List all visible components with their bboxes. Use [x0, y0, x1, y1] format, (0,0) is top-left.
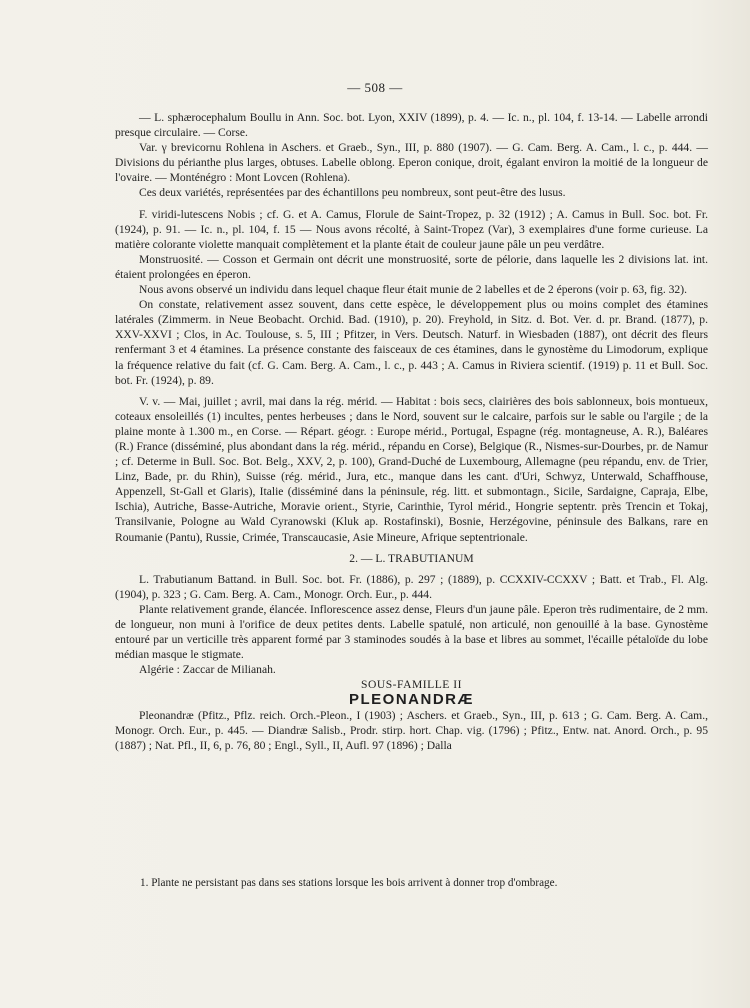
paragraph-observation: Nous avons observé un individu dans lequel chaque fleur était munie de 2 labelles et de 2 éperons (voir p. 63, fig. 32). — [139, 283, 687, 297]
paragraph-trabutianum-desc: Plante relativement grande, élancée. Inflorescence assez dense, Fleurs d'un jaune pâle. Eperon très rudimentaire, de 2 mm. de longueur, non muni à l'orifice de deux petites dents. Labelle spatulé, non articulé, non genouillé à la base. Gynostème entouré par un verticille très apparent formé par 3 staminodes soudés à la base et libres au sommet, l'écaille pétaloïde du lobe médian masque le stigmate. — [115, 602, 708, 662]
page-number: — 508 — — [347, 80, 403, 95]
paragraph-etamines: On constate, relativement assez souvent, dans cette espèce, le développement plus ou moins complet des étamines latérales (Zimmerm. in Neue Beobacht. Orchid. Bad. (1910), p. 20). Freyhold, in Sitz. d. Bot. Ver. d. pr. Brand. (1877), p. XXV-XXVI ; Clos, in Ac. Toulouse, s. 5, III ; Pfitzer, in Vers. Deutsch. Naturf. in Wiesbaden (1887), ont décrit des fleurs renfermant 3 et 4 étamines. La présence constante des faisceaux de ces étamines, dans le gynostème du Limodorum, explique la fréquence relative du fait (cf. G. Cam. Berg. A. Cam., l. c., p. 443 ; A. Camus in Riviera scientif. (1919) p. 11 et Bull. Soc. bot. Fr. (1924), p. 89. — [115, 298, 708, 387]
paragraph-brevicornu: Var. γ brevicornu Rohlena in Aschers. et Graeb., Syn., III, p. 880 (1907). — G. Cam. Berg. A. Cam., l. c., p. 444. — Divisions du périanthe plus larges, obtuses. Labelle oblong. Eperon conique, droit, égalant environ la moitié de la longueur de l'ovaire. — Monténégro : Mont Lovcen (Rohlena). — [115, 141, 708, 185]
subfamily-heading: SOUS-FAMILLE II — [361, 678, 462, 692]
paragraph-habitat: V. v. — Mai, juillet ; avril, mai dans la rég. mérid. — Habitat : bois secs, clairières des bois sablonneux, bois montueux, coteaux ensoleillés (1) incultes, pentes herbeuses ; dans le Nord, souvent sur le calcaire, parfois sur le sable ou l'argile ; de la plaine monte à 1.300 m., en Corse. — Répart. géogr. : Europe mérid., Portugal, Espagne (rég. montagneuse, A. R.), Baléares (R.) France (disséminé, plus abondant dans la rég. mérid., répandu en Corse), Belgique (R., Nismes-sur-Dourbes, pr. de Namur ; cf. Determe in Bull. Soc. Bot. Belg., XXV, 2, p. 100), Grand-Duché de Luxembourg, Allemagne (peu répandu, env. de Trier, Linz, Bade, pr. du Rhin), Suisse (rég. mérid., Jura, etc., manque dans les cant. d'Uri, Schwyz, Unterwald, Schaffhouse, Appenzell, St-Gall et Glaris), Italie (disséminé dans la péninsule, rég. litt. et submontagn., Sicile, Sardaigne, Capraja, Elbe, Ischia), Autriche, Basse-Autriche, Moravie orient., Styrie, Carinthie, Tyrol mérid., Hongrie septentr. près Trencin et Tokaj, Transilvanie, Pologne au Wald Cyranowski (Kluk ap. Rostafinski), Bosnie, Herzégovine, péninsule des Balkans, rare en Roumanie (Pantu), Russie, Crimée, Transcaucasie, Asie Mineure, Afrique septentrionale. — [115, 394, 708, 544]
paragraph-monstruosite: Monstruosité. — Cosson et Germain ont décrit une monstruosité, sorte de pélorie, dans laquelle les 2 divisions lat. int. étaient prolongées en éperon. — [115, 252, 708, 281]
paragraph-viridi-lutescens: F. viridi-lutescens Nobis ; cf. G. et A. Camus, Florule de Saint-Tropez, p. 32 (1912) ; A. Camus in Bull. Soc. bot. Fr. (1924), p. 91. — Ic. n., pl. 104, f. 15 — Nous avons récolté, à Saint-Tropez (Var), 3 exemplaires d'une forme curieuse. La matière colorante violette manquait complètement et la plante était de couleur jaune pâle un peu verdâtre. — [115, 207, 708, 251]
paragraph-sphaerocephalum: — L. sphærocephalum Boullu in Ann. Soc. bot. Lyon, XXIV (1899), p. 4. — Ic. n., pl. 104, f. 13-14. — Labelle arrondi presque circulaire. — Corse. — [115, 111, 708, 140]
footnote: 1. Plante ne persistant pas dans ses stations lorsque les bois arrivent à donner trop d'ombrage. — [140, 877, 558, 889]
paragraph-trabutianum-refs: L. Trabutianum Battand. in Bull. Soc. bot. Fr. (1886), p. 297 ; (1889), p. CCXXIV-CCXXV ; Batt. et Trab., Fl. Alg. (1904), p. 323 ; G. Cam. Berg. A. Cam., Monogr. Orch. Eur., p. 444. — [115, 572, 708, 601]
body-text — [115, 110, 708, 753]
paragraph-lusus: Ces deux variétés, représentées par des échantillons peu nombreux, sont peut-être des lusus. — [139, 186, 566, 200]
section-heading-trabutianum: 2. — L. TRABUTIANUM — [349, 551, 474, 565]
paragraph-algerie: Algérie : Zaccar de Milianah. — [139, 663, 276, 677]
pleonandrae-title: PLEONANDRÆ — [348, 691, 474, 709]
paragraph-pleonandrae: Pleonandræ (Pfitz., Pflz. reich. Orch.-Pleon., I (1903) ; Aschers. et Graeb., Syn., III, p. 613 ; G. Cam. Berg. A. Cam., Monogr. Orch. Eur., p. 445. — Diandræ Salisb., Prodr. stirp. hort. Chap. vig. (1796) ; Pfitz., Entw. nat. Anord. Orch., p. 95 (1887) ; Nat. Pfl., II, 6, p. 76, 80 ; Engl., Syll., II, Aufl. 97 (1896) ; Dalla — [115, 708, 708, 752]
